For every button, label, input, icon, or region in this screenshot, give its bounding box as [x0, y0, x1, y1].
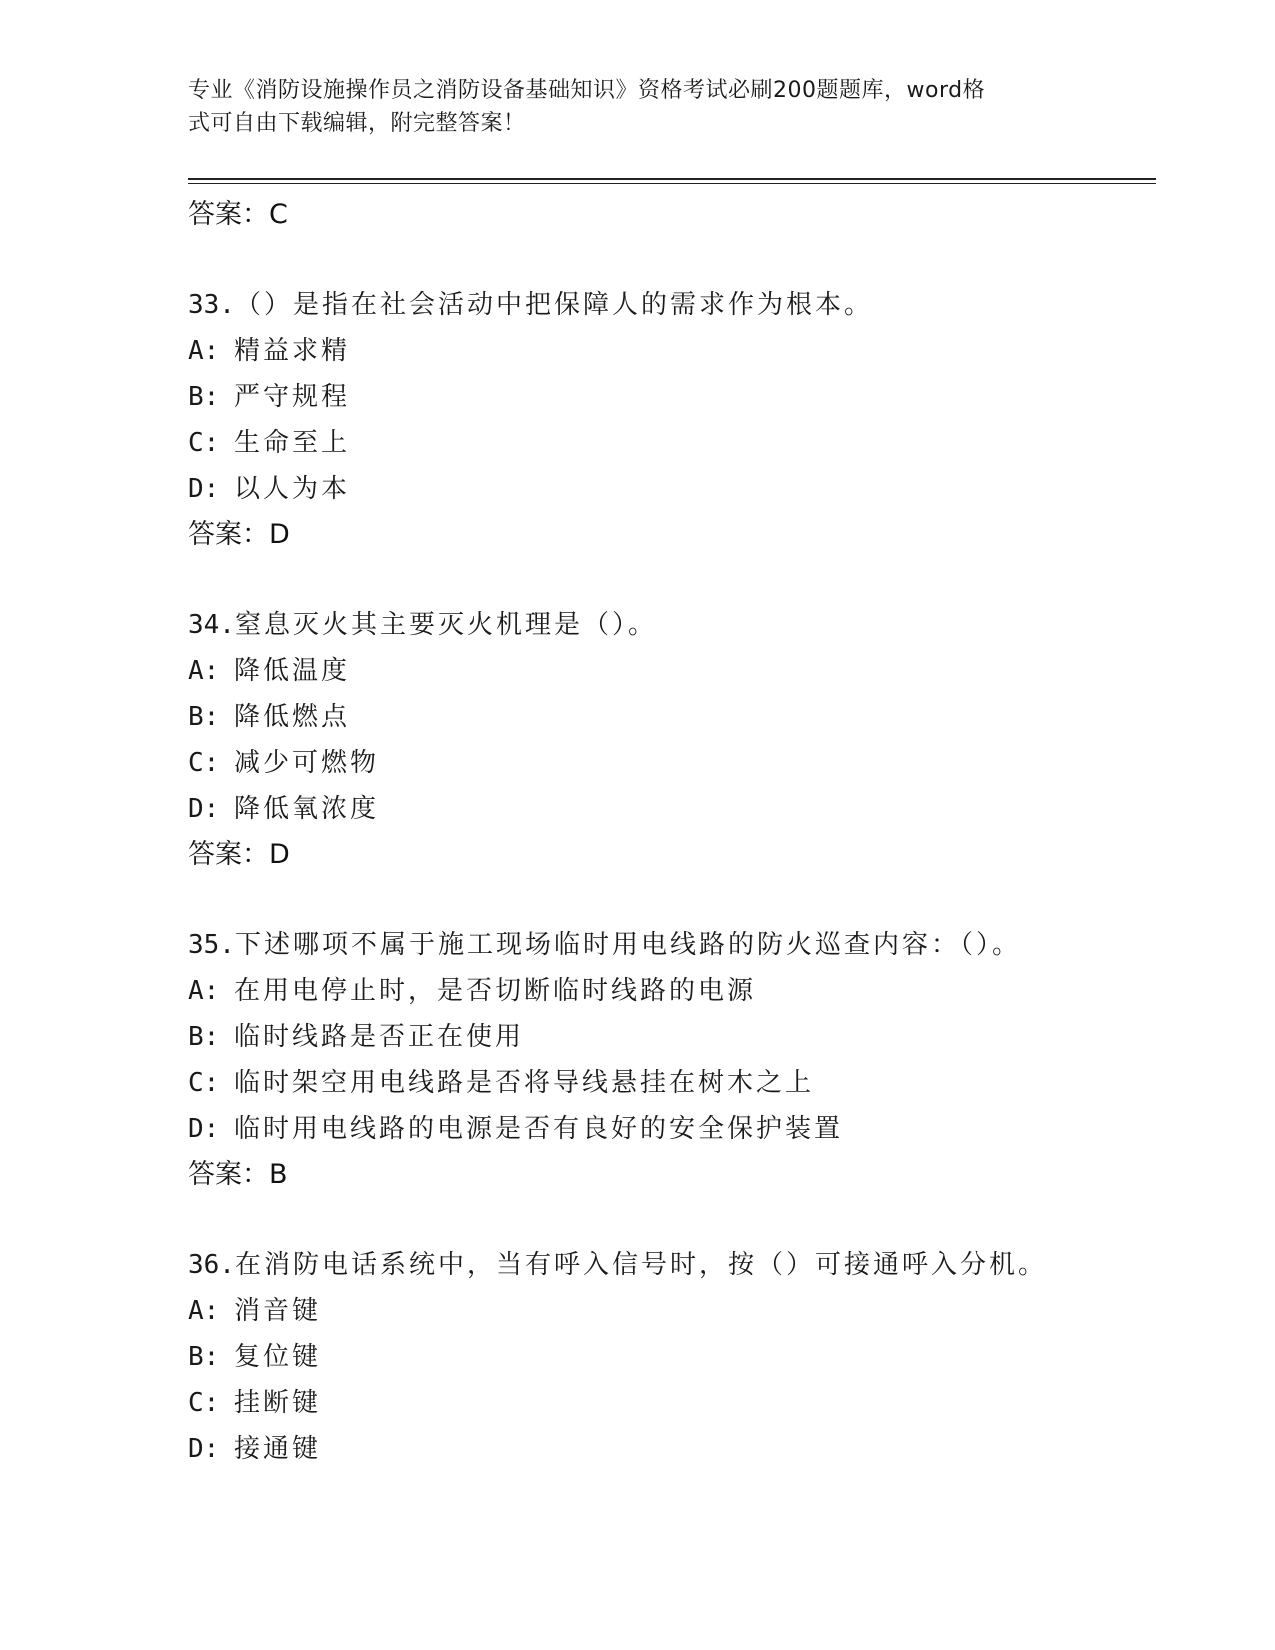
- option-b: B: 复位键: [188, 1342, 322, 1372]
- header-rule-thin: [188, 183, 1156, 184]
- question-stem: [188, 602, 1156, 648]
- option-c: C: 生命至上: [188, 428, 351, 458]
- option-d: D: 接通键: [188, 1434, 322, 1464]
- question-number: 35.: [188, 930, 235, 960]
- option-b: B: 降低燃点: [188, 702, 351, 732]
- option-c: C: 临时架空用电线路是否将导线悬挂在树木之上: [188, 1068, 815, 1098]
- question-stem: [188, 282, 1156, 328]
- question-stem: [188, 922, 1156, 968]
- header-line-2: 式可自由下载编辑，附完整答案！: [188, 111, 526, 136]
- question-text: 在消防电话系统中，当有呼入信号时，按（）可接通呼入分机。: [234, 1250, 1047, 1280]
- option-a: A: 消音键: [188, 1296, 322, 1326]
- answer-33: 答案：D: [188, 519, 290, 550]
- question-number: 36.: [188, 1250, 235, 1280]
- answer-34: 答案：D: [188, 839, 290, 870]
- question-list: [188, 192, 1156, 1472]
- question-text: 下述哪项不属于施工现场临时用电线路的防火巡查内容：（）。: [234, 930, 1021, 960]
- option-d: D: 以人为本: [188, 474, 351, 504]
- document-header: [188, 74, 1068, 140]
- question-34: [188, 602, 1156, 878]
- answer-35: 答案：B: [188, 1159, 288, 1190]
- option-b: B: 严守规程: [188, 382, 351, 412]
- option-c: C: 减少可燃物: [188, 748, 380, 778]
- question-stem: [188, 1242, 1156, 1288]
- question-35: [188, 922, 1156, 1198]
- question-36: [188, 1242, 1156, 1472]
- option-a: A: 在用电停止时，是否切断临时线路的电源: [188, 976, 757, 1006]
- question-text: （）是指在社会活动中把保障人的需求作为根本。: [234, 290, 873, 320]
- answer-prev: 答案：C: [188, 199, 288, 230]
- option-c: C: 挂断键: [188, 1388, 322, 1418]
- option-a: A: 精益求精: [188, 336, 351, 366]
- header-line-1: 专业《消防设施操作员之消防设备基础知识》资格考试必刷200题题库，word格: [188, 78, 986, 103]
- question-text: 窒息灭火其主要灭火机理是（）。: [234, 610, 657, 640]
- option-d: D: 降低氧浓度: [188, 794, 380, 824]
- question-33: [188, 282, 1156, 558]
- header-rule-thick: [188, 178, 1156, 180]
- question-number: 33.: [188, 290, 235, 320]
- option-d: D: 临时用电线路的电源是否有良好的安全保护装置: [188, 1114, 844, 1144]
- option-b: B: 临时线路是否正在使用: [188, 1022, 525, 1052]
- option-a: A: 降低温度: [188, 656, 351, 686]
- question-number: 34.: [188, 610, 235, 640]
